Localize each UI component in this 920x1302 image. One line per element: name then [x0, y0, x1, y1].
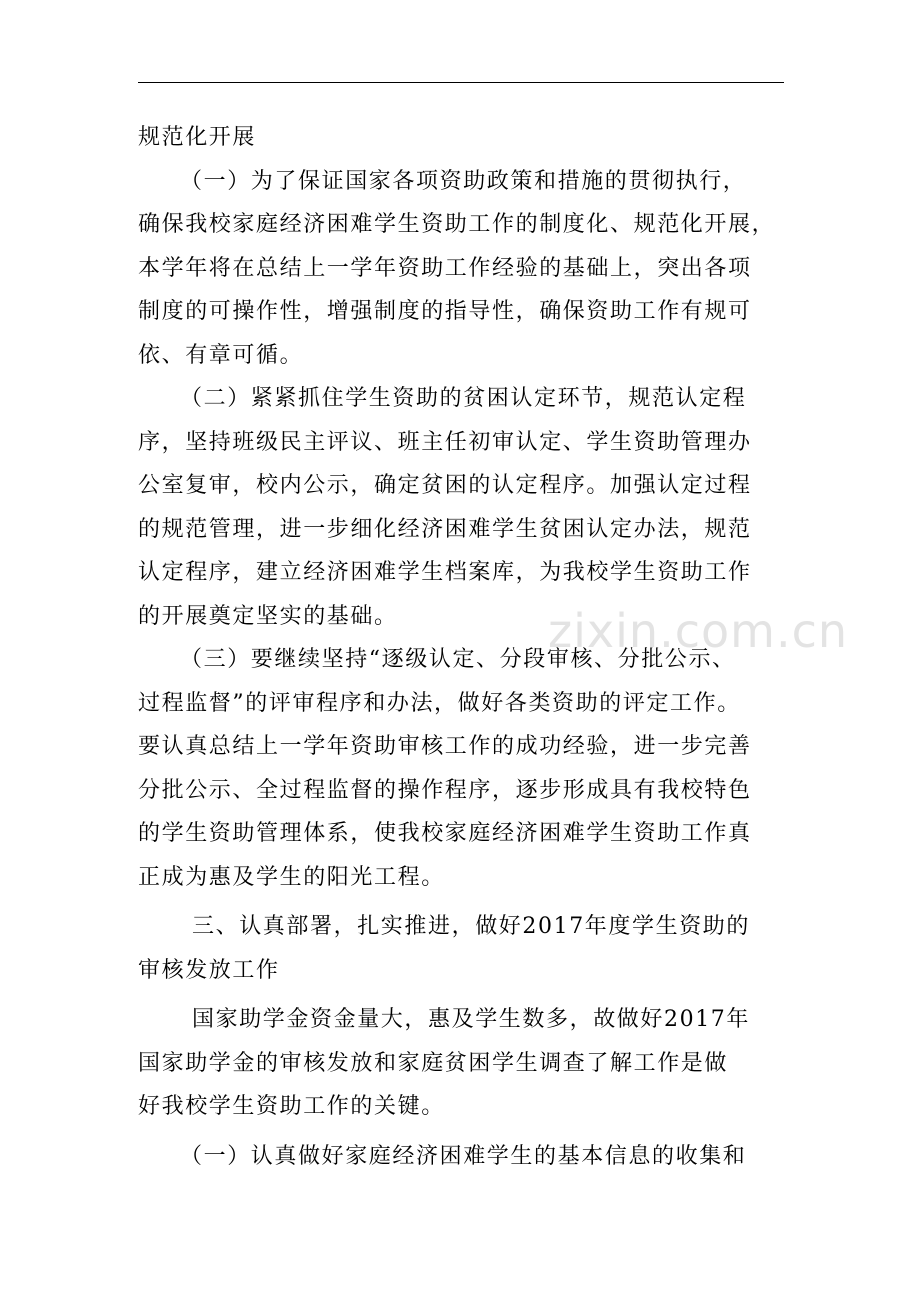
text-line: 本学年将在总结上一学年资助工作经验的基础上，突出各项 [138, 255, 752, 281]
text-line: 的开展奠定坚实的基础。 [138, 603, 398, 629]
text-line: 过程监督”的评审程序和办法，做好各类资助的评定工作。 [138, 690, 741, 716]
text-line: （一）认真做好家庭经济困难学生的基本信息的收集和 [180, 1143, 747, 1169]
text-line: 认定程序，建立经济困难学生档案库，为我校学生资助工作 [138, 560, 752, 585]
header-rule [138, 82, 784, 83]
text-line: 要认真总结上一学年资助审核工作的成功经验，进一步完善 [138, 734, 752, 759]
section-heading: 审核发放工作 [138, 957, 280, 983]
section-heading: 三、认真部署，扎实推进，做好2017年度学生资助的 [192, 914, 750, 939]
text-line: 的规范管理，进一步细化经济困难学生贫困认定办法，规范 [138, 516, 752, 542]
text-line: 国家助学金的审核发放和家庭贫困学生调查了解工作是做 [138, 1050, 729, 1076]
watermark: zixin.com.cn [548, 604, 849, 658]
document-body [138, 116, 784, 1178]
text-line: 好我校学生资助工作的关键。 [138, 1094, 445, 1119]
text-line: 的学生资助管理体系，使我校家庭经济困难学生资助工作真 [138, 821, 752, 846]
text-line: 制度的可操作性，增强制度的指导性，确保资助工作有规可 [138, 299, 752, 324]
text-line: （二）紧紧抓住学生资助的贫困认定环节，规范认定程 [180, 386, 747, 411]
text-line: 序，坚持班级民主评议、班主任初审认定、学生资助管理办 [138, 429, 752, 455]
text-line: （一）为了保证国家各项资助政策和措施的贯彻执行， [180, 168, 747, 194]
text-line: （三）要继续坚持“逐级认定、分段审核、分批公示、 [180, 647, 736, 672]
text-line: 规范化开展 [138, 125, 257, 150]
text-line: 确保我校家庭经济困难学生资助工作的制度化、规范化开展， [138, 212, 776, 237]
text-line: 公室复审，校内公示，确定贫困的认定程序。加强认定过程 [138, 473, 752, 498]
text-line: 正成为惠及学生的阳光工程。 [138, 864, 445, 890]
text-line: 国家助学金资金量大，惠及学生数多，故做好2017年 [192, 1007, 750, 1032]
text-line: 依、有章可循。 [138, 342, 304, 368]
text-line: 分批公示、全过程监督的操作程序，逐步形成具有我校特色 [138, 777, 752, 803]
